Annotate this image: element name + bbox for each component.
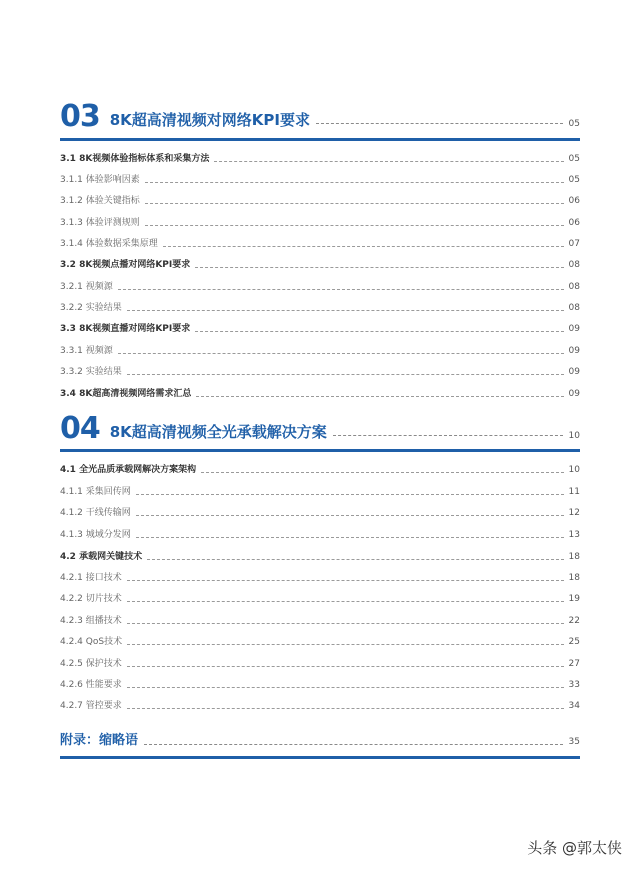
- chapter-number: 04: [60, 411, 100, 446]
- dotted-leader: [127, 708, 564, 709]
- toc-label: 3.2 8K视频点播对网络KPI要求: [60, 260, 191, 270]
- toc-label: 4.2 承载网关键技术: [60, 552, 143, 562]
- appendix-heading[interactable]: [60, 733, 580, 749]
- dotted-leader: [147, 559, 563, 560]
- page-number: 05: [568, 119, 580, 129]
- toc-label: 4.2.7 管控要求: [60, 701, 122, 711]
- page-number: 25: [568, 637, 580, 647]
- toc-entry[interactable]: [60, 151, 580, 165]
- dotted-leader: [136, 494, 564, 495]
- page-number: 22: [568, 616, 580, 626]
- dotted-leader: [145, 182, 564, 183]
- toc-entry[interactable]: [60, 570, 580, 584]
- toc-entry[interactable]: [60, 215, 580, 229]
- toc-label: 4.1.3 城域分发网: [60, 530, 131, 540]
- toc-entry[interactable]: [60, 321, 580, 335]
- page-number: 10: [568, 431, 580, 441]
- page-number: 05: [568, 175, 580, 185]
- toc-entry[interactable]: [60, 364, 580, 378]
- appendix-rule: [60, 756, 580, 759]
- toc-label: 3.4 8K超高清视频网络需求汇总: [60, 389, 192, 399]
- toc-entry[interactable]: [60, 527, 580, 541]
- watermark: 头条 @郭太侠: [527, 839, 622, 857]
- dotted-leader: [127, 310, 564, 311]
- toc-label: 3.1.3 体验评测规则: [60, 218, 140, 228]
- appendix-title: 附录：缩略语: [60, 733, 139, 748]
- page-number: 35: [568, 737, 580, 747]
- dotted-leader: [144, 744, 563, 745]
- dotted-leader: [136, 537, 564, 538]
- dotted-leader: [201, 472, 563, 473]
- toc-entry[interactable]: [60, 343, 580, 357]
- toc-entry[interactable]: [60, 279, 580, 293]
- page-number: 18: [568, 552, 580, 562]
- dotted-leader: [127, 644, 563, 645]
- chapter-04-heading[interactable]: [60, 411, 580, 446]
- page-number: 08: [568, 303, 580, 313]
- toc-label: 4.1.1 采集回传网: [60, 487, 131, 497]
- toc-entry[interactable]: [60, 193, 580, 207]
- page-number: 09: [568, 324, 580, 334]
- toc-label: 3.2.1 视频源: [60, 282, 113, 292]
- page-number: 13: [568, 530, 580, 540]
- dotted-leader: [214, 161, 563, 162]
- toc-entry[interactable]: [60, 484, 580, 498]
- chapter-03-heading[interactable]: [60, 99, 580, 134]
- page-number: 27: [568, 659, 580, 669]
- dotted-leader: [118, 289, 564, 290]
- dotted-leader: [145, 225, 564, 226]
- toc-entry[interactable]: [60, 505, 580, 519]
- page-number: 08: [568, 260, 580, 270]
- toc-label: 4.2.1 接口技术: [60, 573, 122, 583]
- page-number: 18: [568, 573, 580, 583]
- toc-entry[interactable]: [60, 172, 580, 186]
- dotted-leader: [127, 580, 564, 581]
- page-number: 09: [568, 346, 580, 356]
- toc-label: 3.1.1 体验影响因素: [60, 175, 140, 185]
- page-number: 07: [568, 239, 580, 249]
- toc-entry[interactable]: [60, 300, 580, 314]
- toc-label: 4.1.2 干线传输网: [60, 508, 131, 518]
- chapter-title: 8K超高清视频全光承载解决方案: [109, 423, 327, 441]
- toc-label: 4.2.2 切片技术: [60, 594, 122, 604]
- toc-entry[interactable]: [60, 236, 580, 250]
- chapter-title: 8K超高清视频对网络KPI要求: [109, 111, 311, 129]
- page-number: 19: [568, 594, 580, 604]
- page-number: 06: [568, 218, 580, 228]
- page-number: 09: [568, 389, 580, 399]
- toc-entry[interactable]: [60, 613, 580, 627]
- dotted-leader: [163, 246, 564, 247]
- toc-label: 4.1 全光品质承载网解决方案架构: [60, 465, 197, 475]
- page-number: 08: [568, 282, 580, 292]
- toc-entry[interactable]: [60, 462, 580, 476]
- toc-entry[interactable]: [60, 634, 580, 648]
- dotted-leader: [127, 374, 564, 375]
- dotted-leader: [195, 331, 563, 332]
- toc-entry[interactable]: [60, 677, 580, 691]
- dotted-leader: [127, 687, 564, 688]
- dotted-leader: [316, 123, 563, 124]
- dotted-leader: [127, 666, 564, 667]
- page-number: 06: [568, 196, 580, 206]
- page-number: 10: [568, 465, 580, 475]
- page-number: 05: [568, 154, 580, 164]
- page-number: 33: [568, 680, 580, 690]
- dotted-leader: [127, 623, 564, 624]
- chapter-rule: [60, 138, 580, 141]
- toc-entry[interactable]: [60, 698, 580, 712]
- toc-label: 3.1.2 体验关键指标: [60, 196, 140, 206]
- dotted-leader: [333, 435, 563, 436]
- toc-label: 3.2.2 实验结果: [60, 303, 122, 313]
- page-number: 34: [568, 701, 580, 711]
- dotted-leader: [195, 267, 563, 268]
- chapter-rule: [60, 449, 580, 452]
- toc-label: 4.2.3 组播技术: [60, 616, 122, 626]
- toc-label: 3.3 8K视频直播对网络KPI要求: [60, 324, 191, 334]
- toc-entry[interactable]: [60, 257, 580, 271]
- toc-entry[interactable]: [60, 656, 580, 670]
- dotted-leader: [145, 203, 564, 204]
- toc-entry[interactable]: [60, 386, 580, 400]
- toc-label: 4.2.6 性能要求: [60, 680, 122, 690]
- toc-label: 3.3.1 视频源: [60, 346, 113, 356]
- toc-label: 4.2.5 保护技术: [60, 659, 122, 669]
- page-number: 12: [568, 508, 580, 518]
- dotted-leader: [118, 353, 564, 354]
- page-number: 09: [568, 367, 580, 377]
- toc-label: 3.1 8K视频体验指标体系和采集方法: [60, 154, 210, 164]
- toc-entry[interactable]: [60, 549, 580, 563]
- dotted-leader: [127, 601, 564, 602]
- toc-entry[interactable]: [60, 591, 580, 605]
- dotted-leader: [136, 515, 564, 516]
- dotted-leader: [196, 396, 563, 397]
- page-number: 11: [568, 487, 580, 497]
- toc-label: 3.3.2 实验结果: [60, 367, 122, 377]
- toc-label: 4.2.4 QoS技术: [60, 637, 123, 647]
- toc-label: 3.1.4 体验数据采集原理: [60, 239, 158, 249]
- chapter-number: 03: [60, 99, 100, 134]
